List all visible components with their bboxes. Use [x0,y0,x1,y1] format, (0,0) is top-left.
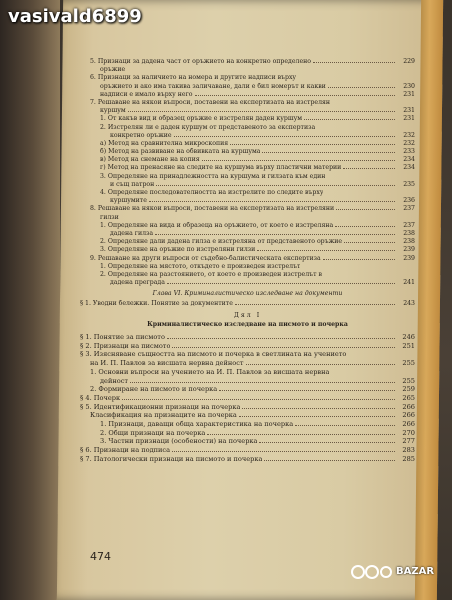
bazar-logo: BAZAR [396,566,435,577]
toc-row [80,377,415,386]
toc-text: дадена гилза [110,229,154,237]
toc-page: 255 [402,359,415,368]
toc-page: 238 [403,229,415,237]
toc-row [80,411,415,420]
leader-dots [156,185,395,186]
toc-page: 246 [402,333,415,341]
toc-page: 233 [403,148,415,156]
leader-dots [149,201,395,202]
toc-text: 1. Определяне на вида и образеца на оръжието, от което е изстреляна [100,221,334,229]
toc-row [80,132,415,140]
leader-dots [246,364,395,365]
toc-row [80,107,415,115]
toc-row [80,222,415,230]
toc-text: 4. Определяне последователността на изстрелите по следите върху [100,189,324,196]
toc-text: 2. Определяне дали дадена гилза е изстреляна от представеното оръжие [100,238,343,246]
toc-row [80,181,415,189]
toc-text: § 7. Патологически признаци на писмото и почерка [80,454,263,463]
leader-dots [195,95,395,96]
toc-text: 2. Общи признаци на почерка [100,428,206,437]
toc-page: 265 [402,393,415,402]
leader-dots [172,451,395,452]
leader-dots [328,87,395,88]
toc-row [80,205,415,213]
toc-page: 237 [403,221,415,229]
leader-dots [344,242,395,243]
toc-text: § 1. Уводни бележки. Понятие за документите [80,300,233,308]
toc-row [80,394,415,403]
toc-page: 283 [402,446,415,455]
toc-page: 270 [402,428,415,437]
toc-text: 3. Определяне на принадлежността на куршума и гилзата към един [100,172,326,180]
toc-row [80,91,415,99]
toc-text: конкретно оръжие [110,131,172,139]
toc-text: в) Метод на снемане на копия [100,156,200,164]
toc-text: на И. П. Павлов за висшата нервна дейност [90,359,244,368]
toc-text: гилзи [100,213,119,221]
toc-text: 2. Изстрелян ли е даден куршум от представеното за експертиза [100,123,316,131]
toc-row [80,124,415,132]
toc-row [80,238,415,246]
toc-row [80,74,415,82]
toc-page: 266 [402,420,415,429]
chapter-heading: Глава VI. Криминалистическо изследване на документи [152,290,343,298]
toc-text: 1. Признаци, даващи обща характеристика на почерка [100,420,294,429]
toc-row [80,140,415,148]
toc-page: 231 [403,107,415,115]
toc-text: надписи е имало върху него [100,90,193,98]
leader-dots [313,62,395,63]
toc-page: 266 [402,411,415,420]
leader-dots [167,338,395,339]
toc-row [80,164,415,172]
toc-row [80,437,415,446]
toc-page: 238 [403,238,415,246]
table-of-contents [80,58,415,464]
toc-row [80,99,415,107]
leader-dots [130,382,395,383]
toc-page: 232 [403,139,415,147]
section-list [80,333,415,464]
leader-dots [128,111,395,112]
toc-page: 251 [402,341,415,350]
toc-row [80,342,415,351]
book-spine [0,0,60,600]
toc-row [80,333,415,342]
toc-row [80,197,415,205]
toc-text: 2. Определяне на разстоянието, от което е произведен изстрелът в [100,270,322,278]
toc-row [80,368,415,377]
toc-page: 285 [402,454,415,463]
leader-dots [323,259,395,260]
leader-dots [235,304,395,305]
leader-dots [155,234,395,235]
toc-page: 231 [403,115,415,123]
toc-row [80,455,415,464]
leader-dots [304,119,395,120]
toc-row [80,58,415,66]
leader-dots [230,144,395,145]
toc-row [80,429,415,438]
toc-page: 236 [403,197,415,205]
leader-dots [343,168,395,169]
toc-text: § 6. Признаци на подписа [80,446,171,455]
toc-page: 231 [403,90,415,98]
leader-dots [219,390,395,391]
toc-text: 5. Признаци за дадена част от оръжието на конкретно определено [90,58,311,65]
leader-dots [172,347,395,348]
leader-dots [262,152,395,153]
toc-row [80,403,415,412]
toc-text: куршум [100,107,126,115]
toc-text: § 4. Почерк [80,393,121,402]
toc-row [80,148,415,156]
toc-text: оръжие [100,66,126,74]
toc-text: § 1. Понятие за писмото [80,333,165,341]
toc-text: дадена преграда [110,279,165,287]
toc-page: 232 [403,131,415,139]
toc-page: 229 [403,58,415,65]
toc-row [80,173,415,181]
page-number: 474 [90,550,111,563]
leader-dots [239,416,395,417]
toc-page: 277 [402,437,415,446]
toc-row [80,359,415,368]
part-title: Криминалистическо изследване на писмото и почерка [147,320,348,328]
toc-row [80,385,415,394]
toc-row [80,214,415,222]
toc-list [80,58,415,287]
leader-dots [122,399,395,400]
toc-text: Класификация на признаците на почерка [90,411,237,420]
toc-text: 3. Определяне на оръжие по изстреляни гилзи [100,246,256,254]
toc-row [80,246,415,254]
part-label: Дял I [233,311,262,319]
toc-page: 239 [403,246,415,254]
toc-row [80,66,415,74]
toc-row [80,83,415,91]
toc-text: § 2. Признаци на писмото [80,341,171,350]
toc-page: 241 [403,279,415,287]
toc-page: 237 [403,205,415,213]
toc-text: 1. Основни въпроси на учението на И. П. Павлов за висшата нервна [90,367,330,376]
toc-row [80,446,415,455]
toc-page: 255 [402,376,415,385]
leader-dots [336,209,395,210]
toc-row [80,189,415,197]
toc-page: 234 [403,156,415,164]
toc-row [80,115,415,123]
toc-page: 266 [402,402,415,411]
toc-text: 2. Формиране на писмото и почерка [90,385,218,394]
toc-row [80,156,415,164]
leader-dots [264,460,395,461]
toc-row [80,263,415,271]
leader-dots [257,250,395,251]
toc-row [80,230,415,238]
toc-text: 1. Определяне на мястото, откъдето е произведен изстрелът [100,262,301,270]
toc-text: 8. Решаване на някои въпроси, поставени на експертизата на изстреляни [90,205,335,213]
toc-text: и същ патрон [110,180,155,188]
chapter-intro-row [80,300,415,308]
toc-text: куршумите [110,197,147,205]
leader-dots [242,408,395,409]
toc-row [80,350,415,359]
toc-row [80,255,415,263]
toc-text: 1. От какъв вид и образец оръжие е изстрелян даден куршум [100,115,303,123]
toc-text: § 3. Изясняване същността на писмото и почерка в светлината на учението [80,350,347,359]
toc-text: 3. Частни признаци (особености) на почерка [100,437,258,446]
bazar-logo-icon [348,558,392,586]
leader-dots [202,160,395,161]
leader-dots [174,136,395,137]
watermark: vasivald6899 [8,6,142,27]
leader-dots [207,434,395,435]
toc-row [80,279,415,287]
toc-page: 259 [402,385,415,394]
toc-page: 235 [403,180,415,188]
toc-text: 9. Решаване на други въпроси от съдебно-балистическата експертиза [90,254,321,262]
toc-text: б) Метод на развиване на обвивката на куршума [100,148,261,156]
toc-text: § 5. Идентификационни признаци на почерка [80,402,241,411]
toc-page: 239 [403,254,415,262]
leader-dots [295,425,395,426]
toc-page: 230 [403,82,415,90]
toc-text: 7. Решаване на някои въпроси, поставени на експертизата на изстрелян [90,98,331,106]
toc-text: а) Метод на сравнителна микроскопия [100,139,229,147]
toc-page: 234 [403,164,415,172]
toc-text: дейност [100,376,129,385]
leader-dots [335,226,395,227]
toc-text: 6. Признаци за наличието на номера и другите надписи върху [90,74,297,82]
toc-text: оръжието и ако има такива заличаване, дали е бил номерът и какви [100,82,326,90]
toc-row [80,420,415,429]
leader-dots [259,442,395,443]
toc-row [80,271,415,279]
leader-dots [167,283,395,284]
toc-text: г) Метод на пренасяне на следите на куршума върху пластични материи [100,164,342,172]
toc-page: 243 [403,300,415,308]
